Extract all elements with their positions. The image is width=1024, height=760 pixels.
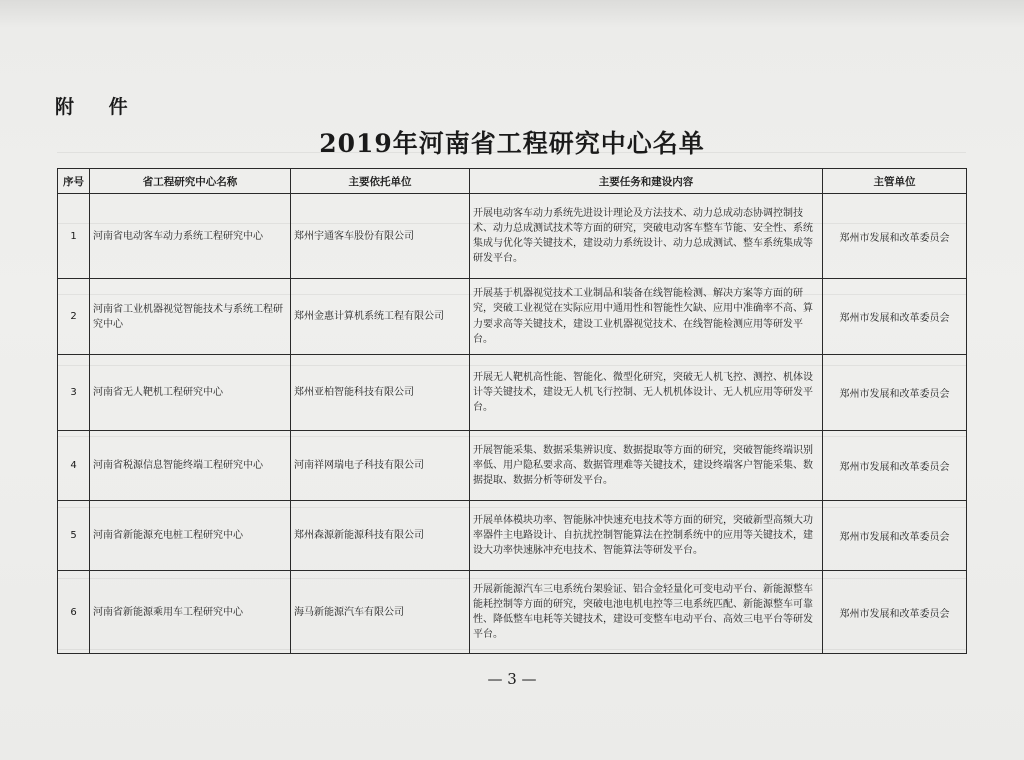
page-number: — 3 —	[487, 670, 537, 688]
center-name: 河南省工业机器视觉智能技术与系统工程研究中心	[90, 279, 291, 355]
task-description: 开展单体模块功率、智能脉冲快速充电技术等方面的研究，突破新型高频大功率器件主电路设计、自抗扰控制智能算法在控制系统中的应用等关键技术，建设大功率快速脉冲充电技术、智能算法等研发平台。	[470, 501, 823, 571]
table-row	[58, 571, 967, 654]
center-name: 河南省电动客车动力系统工程研究中心	[90, 194, 291, 279]
admin-unit: 郑州市发展和改革委员会	[823, 571, 967, 654]
task-description: 开展智能采集、数据采集辨识度、数据提取等方面的研究，突破智能终端识别率低、用户隐私要求高、数据管理难等关键技术，建设终端客户智能采集、数据提取、数据分析等研发平台。	[470, 431, 823, 501]
table-row	[58, 501, 967, 571]
table-row	[58, 279, 967, 355]
scan-shadow	[0, 0, 1024, 28]
col-header-host-unit: 主要依托单位	[291, 169, 470, 194]
table-row	[58, 194, 967, 279]
admin-unit: 郑州市发展和改革委员会	[823, 355, 967, 431]
host-unit: 郑州亚柏智能科技有限公司	[291, 355, 470, 431]
row-index: 5	[58, 501, 90, 571]
page-title: 2019年河南省工程研究中心名单	[319, 129, 705, 158]
table-row	[58, 355, 967, 431]
engineering-centers-table	[57, 168, 967, 654]
center-name: 河南省新能源充电桩工程研究中心	[90, 501, 291, 571]
task-description: 开展基于机器视觉技术工业制品和装备在线智能检测、解决方案等方面的研究，突破工业视觉在实际应用中通用性和智能性欠缺、应用中准确率不高、算力要求高等关键技术，建设工业机器视觉技术、在线智能检测应用等研发平台。	[470, 279, 823, 355]
attachment-label: 附 件	[55, 96, 142, 118]
task-description: 开展新能源汽车三电系统台架验证、铝合金轻量化可变电动平台、新能源整车能耗控制等方面的研究，突破电池电机电控等三电系统匹配、新能源整车可靠性、降低整车电耗等关键技术，建设可变整车电动平台、高效三电平台等研发平台。	[470, 571, 823, 654]
row-index: 6	[58, 571, 90, 654]
admin-unit: 郑州市发展和改革委员会	[823, 279, 967, 355]
row-index: 1	[58, 194, 90, 279]
task-description: 开展电动客车动力系统先进设计理论及方法技术、动力总成动态协调控制技术、动力总成测试技术等方面的研究，突破电动客车整车节能、安全性、系统集成与优化等关键技术，建设动力系统设计、动力总成测试、整车系统集成等研发平台。	[470, 194, 823, 279]
row-index: 3	[58, 355, 90, 431]
host-unit: 河南祥网瑞电子科技有限公司	[291, 431, 470, 501]
col-header-index: 序号	[58, 169, 90, 194]
center-name: 河南省无人靶机工程研究中心	[90, 355, 291, 431]
col-header-center-name: 省工程研究中心名称	[90, 169, 291, 194]
row-index: 4	[58, 431, 90, 501]
admin-unit: 郑州市发展和改革委员会	[823, 501, 967, 571]
center-name: 河南省税源信息智能终端工程研究中心	[90, 431, 291, 501]
host-unit: 郑州宇通客车股份有限公司	[291, 194, 470, 279]
task-description: 开展无人靶机高性能、智能化、微型化研究，突破无人机飞控、测控、机体设计等关键技术，建设无人机飞行控制、无人机机体设计、无人机应用等研发平台。	[470, 355, 823, 431]
center-name: 河南省新能源乘用车工程研究中心	[90, 571, 291, 654]
host-unit: 海马新能源汽车有限公司	[291, 571, 470, 654]
col-header-admin: 主管单位	[823, 169, 967, 194]
col-header-tasks: 主要任务和建设内容	[470, 169, 823, 194]
admin-unit: 郑州市发展和改革委员会	[823, 194, 967, 279]
table-header-row	[58, 169, 967, 194]
row-index: 2	[58, 279, 90, 355]
host-unit: 郑州森源新能源科技有限公司	[291, 501, 470, 571]
admin-unit: 郑州市发展和改革委员会	[823, 431, 967, 501]
host-unit: 郑州金惠计算机系统工程有限公司	[291, 279, 470, 355]
table-row	[58, 431, 967, 501]
